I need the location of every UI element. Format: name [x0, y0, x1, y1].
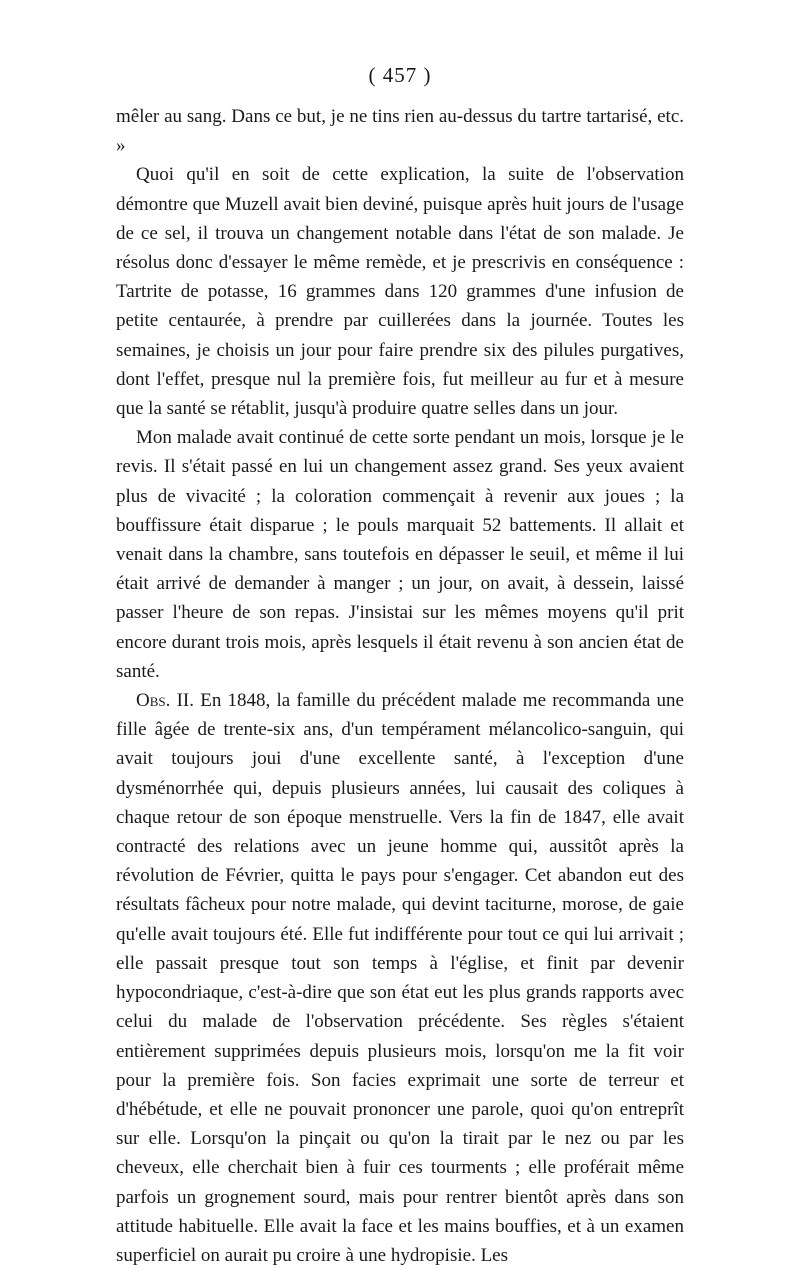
paragraph-continuation: [116, 102, 684, 160]
paragraph-text: Mon malade avait continué de cette sorte pendant un mois, lorsque je le revis. Il s'était passé en lui un changement assez grand. Ses yeux avaient plus de vivacité ; la coloration commençait à revenir aux joues ; la bouffissure était disparue ; le pouls marquait 52 battements. Il allait et venait dans la chambre, sans toutefois en dépasser le seuil, et même il lui était arrivé de demander à manger ; un jour, on avait, à dessein, laissé passer l'heure de son repas. J'insistai sur les mêmes moyens qu'il prit encore durant trois mois, après lesquels il était revenu à son ancien état de santé.: [116, 427, 684, 682]
paragraph-observation-two: [116, 686, 684, 1270]
page-number: ( 457 ): [368, 63, 432, 87]
paragraph-text: mêler au sang. Dans ce but, je ne tins rien au-dessus du tartre tartarisé, etc. »: [116, 106, 684, 157]
paragraph-patient-progress: [116, 423, 684, 686]
paragraph-text: Quoi qu'il en soit de cette explication, la suite de l'observation démontre que Muzell avait bien deviné, puisque après huit jours de l'usage de ce sel, il trouva un changement notable dans l'état de son malade. Je résolus donc d'essayer le même remède, et je prescrivis en conséquence : Tartrite de potasse, 16 grammes dans 120 grammes d'une infusion de petite centaurée, à prendre par cuillerées dans la journée. Toutes les semaines, je choisis un jour pour faire prendre six des pilules purgatives, dont l'effet, presque nul la première fois, fut meilleur au fur et à mesure que la santé se rétablit, jusqu'à produire quatre selles dans un jour.: [116, 164, 684, 420]
observation-label: Obs. II.: [136, 690, 194, 712]
paragraph-text: En 1848, la famille du précédent malade me recommanda une fille âgée de trente-six ans, d'un tempérament mélancolico-sanguin, qui avait toujours joui d'une excellente santé, à l'exception d'une dysménorrhée qui, depuis plusieurs années, lui causait des coliques à chaque retour de son époque menstruelle. Vers la fin de 1847, elle avait contracté des relations avec un jeune homme qui, aussitôt après la révolution de Février, quitta le pays pour s'engager. Cet abandon eut des résultats fâcheux pour notre malade, qui devint taciturne, morose, de gaie qu'elle avait toujours été. Elle fut indifférente pour tout ce qui lui arrivait ; elle passait presque tout son temps à l'église, et finit par devenir hypocondriaque, c'est-à-dire que son état eut les plus grands rapports avec celui du malade de l'observation précédente. Ses règles s'étaient entièrement supprimées depuis plusieurs mois, lorsqu'on me la fit voir pour la première fois. Son facies exprimait une sorte de terreur et d'hébétude, et elle ne pouvait prononcer une parole, quoi qu'on entreprît sur elle. Lorsqu'on la pinçait ou qu'on la tirait par le nez ou par les cheveux, elle cherchait bien à fuir ces tourments ; elle proférait même parfois un grognement sourd, mais pour rentrer bientôt après dans son attitude habituelle. Elle avait la face et les mains bouffies, et à un examen superficiel on aurait pu croire à une hydropisie. Les: [116, 690, 684, 1266]
paragraph-muzell-remedy: [116, 160, 684, 423]
